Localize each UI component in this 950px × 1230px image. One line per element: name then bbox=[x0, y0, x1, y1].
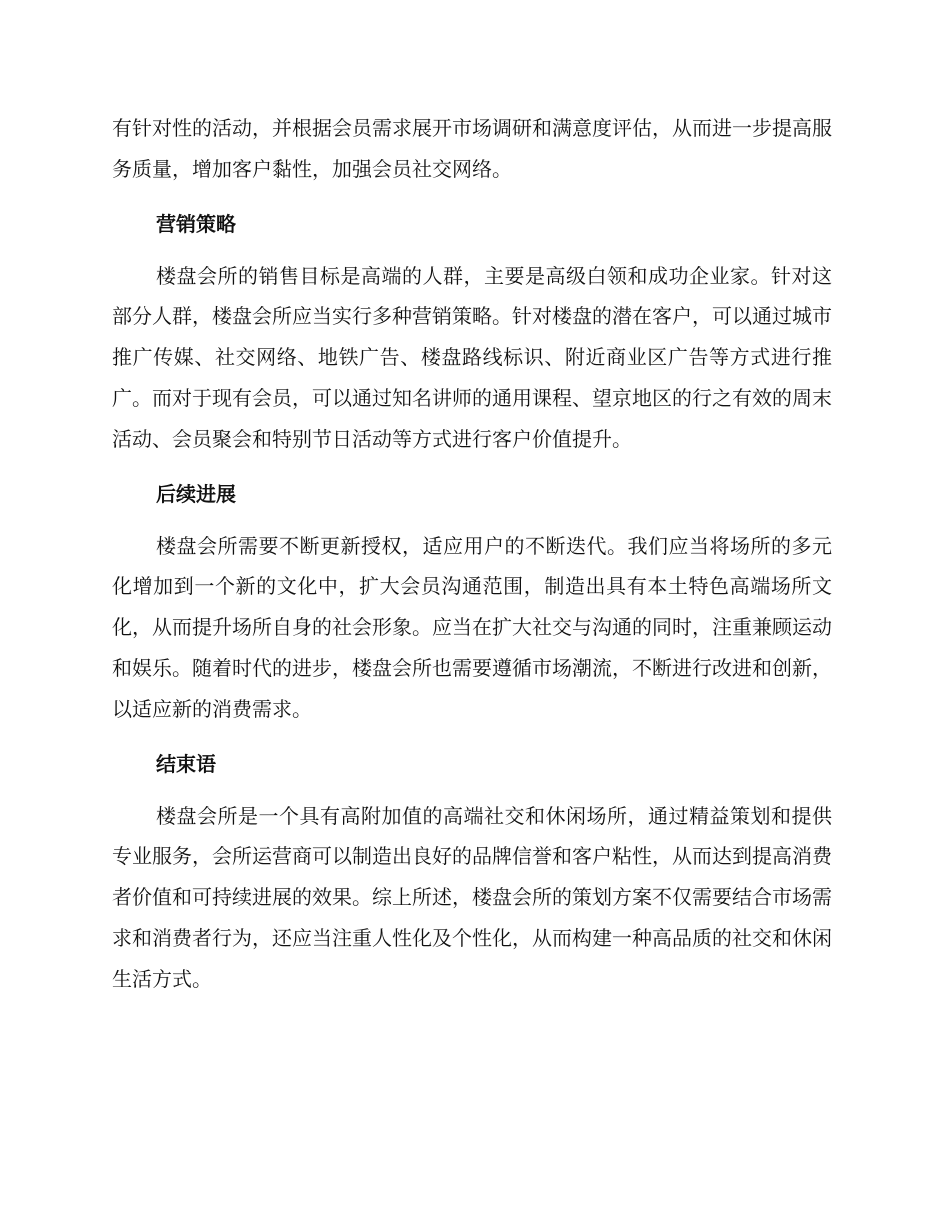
section-body-conclusion: 楼盘会所是一个具有高附加值的高端社交和休闲场所，通过精益策划和提供专业服务，会所运营商可以制造出良好的品牌信誉和客户粘性，从而达到提高消费者价值和可持续进展的效果。综上所述，楼盘会所的策划方案不仅需要结合市场需求和消费者行为，还应当注重人性化及个性化，从而构建一种高品质的社交和休闲生活方式。 bbox=[112, 803, 832, 991]
section-body-marketing: 楼盘会所的销售目标是高端的人群，主要是高级白领和成功企业家。针对这部分人群，楼盘会所应当实行多种营销策略。针对楼盘的潜在客户，可以通过城市推广传媒、社交网络、地铁广告、楼盘路线标识、附近商业区广告等方式进行推广。而对于现有会员，可以通过知名讲师的通用课程、望京地区的行之有效的周末活动、会员聚会和特别节日活动等方式进行客户价值提升。 bbox=[112, 263, 832, 451]
section-heading-progress: 后续进展 bbox=[156, 481, 236, 506]
section-heading-conclusion: 结束语 bbox=[156, 751, 216, 776]
intro-paragraph: 有针对性的活动，并根据会员需求展开市场调研和满意度评估，从而进一步提高服务质量，增加客户黏性，加强会员社交网络。 bbox=[112, 116, 832, 181]
section-heading-marketing: 营销策略 bbox=[156, 211, 236, 236]
document-page bbox=[112, 108, 832, 1000]
section-body-progress: 楼盘会所需要不断更新授权，适应用户的不断迭代。我们应当将场所的多元化增加到一个新的文化中，扩大会员沟通范围，制造出具有本土特色高端场所文化，从而提升场所自身的社会形象。应当在扩大社交与沟通的同时，注重兼顾运动和娱乐。随着时代的进步，楼盘会所也需要遵循市场潮流，不断进行改进和创新，以适应新的消费需求。 bbox=[112, 533, 832, 721]
